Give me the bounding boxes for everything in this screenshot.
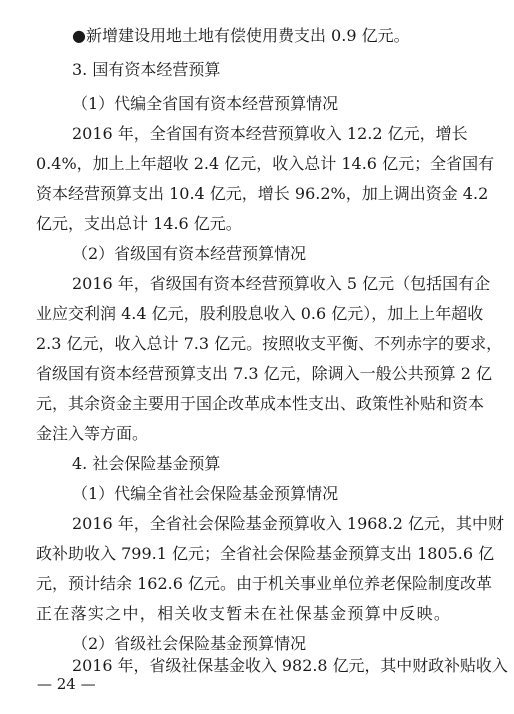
paragraph-line: 政补助收入 799.1 亿元；全省社会保险基金预算支出 1805.6 亿 bbox=[36, 544, 495, 563]
subheading-provincial-capital: （1）代编全省国有资本经营预算情况 bbox=[72, 94, 339, 113]
paragraph-line: 2016 年，全省国有资本经营预算收入 12.2 亿元，增长 bbox=[72, 124, 468, 143]
paragraph-line: 2016 年，全省社会保险基金预算收入 1968.2 亿元，其中财 bbox=[72, 514, 504, 533]
subheading-provincial-insurance: （1）代编全省社会保险基金预算情况 bbox=[72, 484, 339, 503]
paragraph-line: 元，预计结余 162.6 亿元。由于机关事业单位养老保险制度改革 bbox=[36, 574, 492, 593]
paragraph-line: 金注入等方面。 bbox=[36, 424, 149, 443]
heading-state-capital-budget: 3. 国有资本经营预算 bbox=[72, 60, 221, 79]
paragraph-line: 省级国有资本经营预算支出 7.3 亿元，除调入一般公共预算 2 亿 bbox=[36, 364, 492, 383]
paragraph-line: 2016 年，省级社保基金收入 982.8 亿元，其中财政补贴收入 bbox=[72, 656, 508, 675]
paragraph-line: 元，其余资金主要用于国企改革成本性支出、政策性补贴和资本 bbox=[36, 394, 485, 413]
paragraph-line: 亿元，支出总计 14.6 亿元。 bbox=[36, 214, 242, 233]
paragraph-line: 2.3 亿元，收入总计 7.3 亿元。按照收支平衡、不列赤字的要求， bbox=[36, 334, 503, 353]
paragraph-line: 0.4%，加上上年超收 2.4 亿元，收入总计 14.6 亿元；全省国有 bbox=[36, 154, 495, 173]
heading-social-insurance-budget: 4. 社会保险基金预算 bbox=[72, 454, 221, 473]
paragraph-line: 2016 年，省级国有资本经营预算收入 5 亿元（包括国有企 bbox=[72, 274, 491, 293]
paragraph-line: 资本经营预算支出 10.4 亿元，增长 96.2%，加上调出资金 4.2 bbox=[36, 184, 489, 203]
paragraph-line: 正在落实之中，相关收支暂未在社保基金预算中反映。 bbox=[36, 604, 452, 623]
paragraph-line: 业应交利润 4.4 亿元，股利股息收入 0.6 亿元），加上上年超收 bbox=[36, 304, 484, 323]
bullet-line-land-fee: ●新增建设用地土地有偿使用费支出 0.9 亿元。 bbox=[72, 26, 410, 45]
subheading-province-level-capital: （2）省级国有资本经营预算情况 bbox=[72, 244, 307, 263]
subheading-province-level-insurance: （2）省级社会保险基金预算情况 bbox=[72, 634, 307, 653]
page-number: — 24 — bbox=[37, 675, 96, 693]
